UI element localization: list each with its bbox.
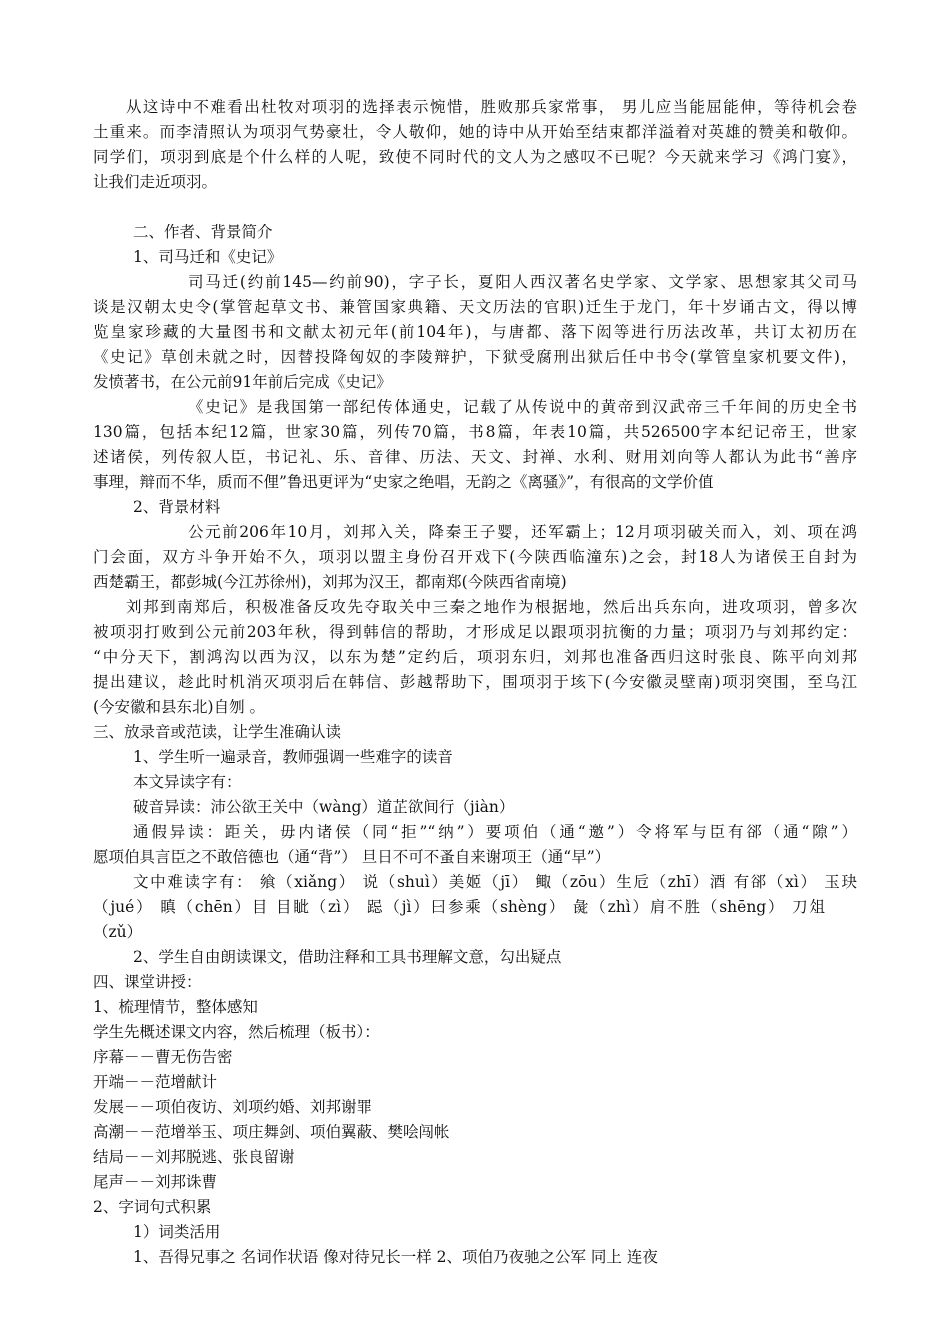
paragraph-line: 览皇家珍藏的大量图书和文献太初元年(前104年)，与唐都、落下闳等进行历法改革，共订太初历在 xyxy=(93,323,857,341)
paragraph-line: 土重来。而李清照认为项羽气势豪壮，令人敬仰，她的诗中从开始至结束都洋溢着对英雄的赞美和敬仰。 xyxy=(93,123,857,141)
paragraph-line: 1、吾得兄事之 名词作状语 像对待兄长一样 2、项伯乃夜驰之公军 同上 连夜 xyxy=(133,1248,658,1266)
paragraph-line: 门会面，双方斗争开始不久，项羽以盟主身份召开戏下(今陕西临潼东)之会，封18人为诸侯王自封为 xyxy=(93,548,857,566)
subsection-heading: 1、司马迁和《史记》 xyxy=(133,248,283,266)
paragraph-line: （jué） 瞋（chēn）目 目眦（zì） 跽（jì）曰参乘（shèng） 彘（zhì）肩不胜（shēng） 刀俎 xyxy=(93,898,825,916)
paragraph-line: 从这诗中不难看出杜牧对项羽的选择表示惋惜，胜败那兵家常事， 男儿应当能屈能伸，等待机会卷 xyxy=(126,98,857,116)
paragraph-line: 被项羽打败到公元前203年秋，得到韩信的帮助，才形成足以跟项羽抗衡的力量；项羽乃与刘邦约定： xyxy=(93,623,857,641)
plot-outline-item: 结局－－刘邦脱逃、张良留谢 xyxy=(93,1148,295,1166)
paragraph-line: 1）词类活用 xyxy=(133,1223,221,1241)
plot-outline-item: 尾声－－刘邦诛曹 xyxy=(93,1173,218,1191)
paragraph-line: 西楚霸王，都彭城(今江苏徐州)，刘邦为汉王，都南郑(今陕西省南境) xyxy=(93,573,567,591)
paragraph-line: 2、学生自由朗读课文，借助注释和工具书理解文意，勾出疑点 xyxy=(133,948,562,966)
subsection-heading: 2、背景材料 xyxy=(133,498,221,516)
paragraph-line: 破音异读：沛公欲王关中（wàng）道芷欲间行（jiàn） xyxy=(133,798,515,816)
paragraph-line: 文中难读字有： 飨（xiǎng） 说（shuì）美姬（jī） 鲰（zōu）生卮（zhī）酒 有郤（xì） 玉玦 xyxy=(133,873,857,891)
paragraph-line: 让我们走近项羽。 xyxy=(93,173,218,191)
paragraph-line: 司马迁(约前145—约前90)，字子长，夏阳人西汉著名史学家、文学家、思想家其父司马 xyxy=(188,273,857,291)
section-heading: 二、作者、背景简介 xyxy=(133,223,273,241)
paragraph-line: 1、学生听一遍录音，教师强调一些难字的读音 xyxy=(133,748,453,766)
paragraph-line: “中分天下，割鸿沟以西为汉，以东为楚”定约后，项羽东归，刘邦也准备西归这时张良、陈平向刘邦 xyxy=(93,648,857,666)
paragraph-line: 本文异读字有： xyxy=(133,773,242,791)
paragraph-line: (今安徽和县东北)自刎 。 xyxy=(93,698,266,716)
subsection-heading: 2、字词句式积累 xyxy=(93,1198,212,1216)
paragraph-line: 谈是汉朝太史令(掌管起草文书、兼管国家典籍、天文历法的官职)迁生于龙门，年十岁诵古文，得以博 xyxy=(93,298,857,316)
plot-outline-item: 高潮－－范增举玉、项庄舞剑、项伯翼蔽、樊哙闯帐 xyxy=(93,1123,450,1141)
paragraph-line: 130篇，包括本纪12篇，世家30篇，列传70篇，书8篇，年表10篇，共526500字本纪记帝王，世家 xyxy=(93,423,857,441)
paragraph-line: 学生先概述课文内容，然后梳理（板书）： xyxy=(93,1023,380,1041)
paragraph-line: 公元前206年10月，刘邦入关，降秦王子婴，还军霸上；12月项羽破关而入，刘、项在鸿 xyxy=(188,523,857,541)
paragraph-line: 《史记》是我国第一部纪传体通史，记载了从传说中的黄帝到汉武帝三千年间的历史全书 xyxy=(188,398,857,416)
paragraph-line: 愿项伯具言臣之不敢倍德也（通“背”） 旦日不可不蚤自来谢项王（通“早”） xyxy=(93,848,611,866)
paragraph-line: 同学们，项羽到底是个什么样的人呢，致使不同时代的文人为之感叹不已呢？今天就来学习《鸿门宴》， xyxy=(93,148,857,166)
paragraph-line: 刘邦到南郑后，积极准备反攻先夺取关中三秦之地作为根据地，然后出兵东向，进攻项羽，曾多次 xyxy=(126,598,857,616)
paragraph-line: 通假异读：距关，毋内诸侯（同“拒”“纳”）要项伯（通“邀”）令将军与臣有郤（通“隙”） xyxy=(133,823,857,841)
paragraph-line: （zǔ） xyxy=(93,923,143,941)
plot-outline-item: 发展－－项伯夜访、刘项约婚、刘邦谢罪 xyxy=(93,1098,373,1116)
section-heading: 三、放录音或范读，让学生准确认读 xyxy=(93,723,342,741)
plot-outline-item: 序幕－－曹无伤告密 xyxy=(93,1048,233,1066)
paragraph-line: 《史记》草创未就之时，因替投降匈奴的李陵辩护，下狱受腐刑出狱后任中书令(掌管皇家机要文件)， xyxy=(93,348,857,366)
paragraph-line: 提出建议，趁此时机消灭项羽后在韩信、彭越帮助下，围项羽于垓下(今安徽灵壁南)项羽突围，至乌江 xyxy=(93,673,857,691)
plot-outline-item: 开端－－范增献计 xyxy=(93,1073,218,1091)
paragraph-line: 发愤著书，在公元前91年前后完成《史记》 xyxy=(93,373,392,391)
subsection-heading: 1、梳理情节，整体感知 xyxy=(93,998,258,1016)
paragraph-line: 事理，辩而不华，质而不俚”鲁迅更评为“史家之绝唱，无韵之《离骚》”，有很高的文学价值 xyxy=(93,473,714,491)
section-heading: 四、课堂讲授： xyxy=(93,973,202,991)
paragraph-line: 述诸侯，列传叙人臣，书记礼、乐、音律、历法、天文、封禅、水利、财用刘向等人都认为此书“善序 xyxy=(93,448,857,466)
